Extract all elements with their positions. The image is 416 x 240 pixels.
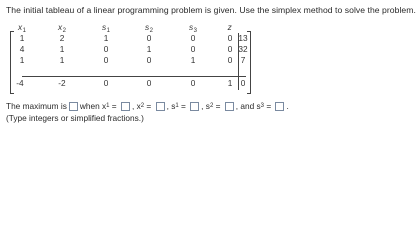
- tableau-cell: 1: [19, 55, 25, 65]
- tableau-cell: 1: [103, 33, 109, 43]
- header-z: z: [227, 22, 232, 32]
- simplex-tableau: [10, 20, 270, 97]
- tableau-cell: 0: [227, 55, 233, 65]
- answer-max-label: The maximum is: [6, 101, 67, 111]
- tableau-rhs-cell: 7: [240, 55, 246, 65]
- tableau-cell: 0: [146, 78, 152, 88]
- tableau-cell: 4: [19, 44, 25, 54]
- tableau-cell: 0: [103, 44, 109, 54]
- tableau-cell: -2: [58, 78, 66, 88]
- tableau-cell: 2: [59, 33, 65, 43]
- s3-input[interactable]: [275, 102, 284, 111]
- tableau-cell: 0: [227, 44, 233, 54]
- s2-input[interactable]: [225, 102, 234, 111]
- tableau-rhs-cell: 32: [238, 44, 248, 54]
- answer-s1-label: s: [171, 101, 176, 111]
- answer-s2-label: s: [205, 101, 210, 111]
- tableau-cell: 1: [227, 78, 233, 88]
- tableau-cell: 0: [190, 33, 196, 43]
- tableau-cell: 0: [227, 33, 233, 43]
- answer-when-label: when x: [79, 101, 107, 111]
- max-value-input[interactable]: [69, 102, 78, 111]
- answer-line: The maximum is when x 1 = , x 2 = , s 1 = , s 2 = , and s 3 = .: [6, 101, 289, 111]
- tableau-cell: 0: [146, 33, 152, 43]
- s1-input[interactable]: [190, 102, 199, 111]
- tableau-cell: 1: [190, 55, 196, 65]
- tableau-cell: 1: [59, 44, 65, 54]
- header-s3: $s_3$: [189, 22, 197, 34]
- tableau-cell: -4: [16, 78, 24, 88]
- problem-prompt: The initial tableau of a linear programming problem is given. Use the simplex method to solve the problem.: [6, 5, 416, 15]
- header-x2: $x_2$: [58, 22, 66, 34]
- objective-row-divider: [22, 76, 246, 77]
- tableau-rhs-cell: 13: [238, 33, 248, 43]
- x2-input[interactable]: [156, 102, 165, 111]
- tableau-cell: 0: [190, 78, 196, 88]
- tableau-cell: 0: [190, 44, 196, 54]
- tableau-cell: 1: [146, 44, 152, 54]
- tableau-cell: 0: [103, 78, 109, 88]
- input-hint: (Type integers or simplified fractions.): [6, 113, 144, 123]
- tableau-cell: 0: [146, 55, 152, 65]
- header-s1: $s_1$: [102, 22, 110, 34]
- answer-s3-label: and s: [240, 101, 261, 111]
- answer-x2-label: x: [136, 101, 141, 111]
- tableau-cell: 1: [19, 33, 25, 43]
- tableau-rhs-cell: 0: [240, 78, 246, 88]
- x1-input[interactable]: [121, 102, 130, 111]
- tableau-cell: 1: [59, 55, 65, 65]
- header-x1: $x_1$: [18, 22, 26, 34]
- header-s2: $s_2$: [145, 22, 153, 34]
- tableau-cell: 0: [103, 55, 109, 65]
